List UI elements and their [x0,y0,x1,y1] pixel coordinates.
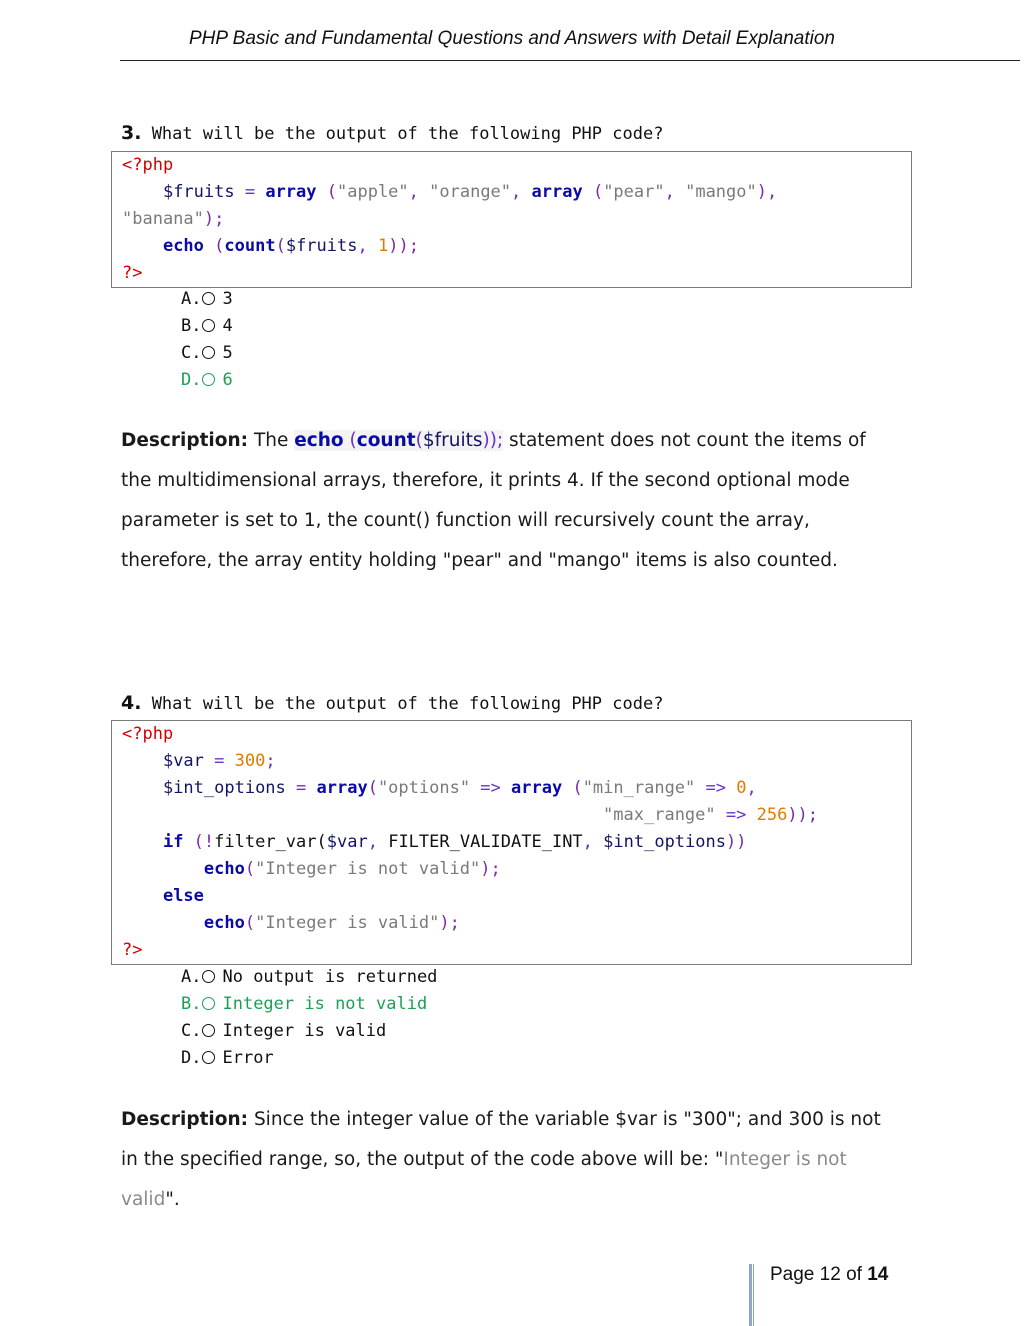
radio-icon[interactable] [202,997,215,1010]
code-line: echo("Integer is not valid"); [203,859,501,879]
footer-accent-bar [753,1264,754,1326]
inline-output: Integer is not valid [121,1149,847,1210]
inline-code: echo (count($fruits)); [294,430,504,451]
question-number: 4. [121,692,142,714]
code-line: if (!filter_var($var, FILTER_VALIDATE_INT, $int_options)) [162,832,747,852]
radio-icon[interactable] [202,292,215,305]
description-label: Description: [121,1109,249,1130]
option-b[interactable]: B. 4 [181,316,233,336]
radio-icon[interactable] [202,319,215,332]
code-line: else [162,886,204,906]
option-a[interactable]: A. 3 [181,289,233,309]
description-q3: Description: The echo (count($fruits)); statement does not count the items of the multidimensional arrays, therefore, it prints 4. If the second optional mode parameter is set to 1, the count() function will recursively count the array, therefore, the array entity holding "pear" and "mango" items is also counted. [121,430,866,571]
page-header-title: PHP Basic and Fundamental Questions and Answers with Detail Explanation [189,28,835,49]
radio-icon[interactable] [202,1024,215,1037]
php-open-tag: <?php [122,724,174,744]
radio-icon[interactable] [202,1051,215,1064]
option-c[interactable]: C. Integer is valid [181,1021,387,1041]
question-4-title [121,692,663,714]
footer-accent-bar [749,1264,752,1326]
option-c[interactable]: C. 5 [181,343,233,363]
code-line: echo("Integer is valid"); [203,913,460,933]
option-b-correct[interactable]: B. Integer is not valid [181,994,428,1014]
description-label: Description: [121,430,249,451]
code-line: $var = 300; [162,751,276,771]
radio-icon[interactable] [202,373,215,386]
code-line: echo (count($fruits, 1)); [162,236,419,256]
radio-icon[interactable] [202,970,215,983]
php-close-tag: ?> [122,940,143,960]
php-open-tag: <?php [122,155,174,175]
description-q4: Description: Since the integer value of the variable $var is "300"; and 300 is not in the specified range, so, the output of the code above will be: "Integer is not valid". [121,1109,881,1210]
radio-icon[interactable] [202,346,215,359]
option-d[interactable]: D. Error [181,1048,274,1068]
code-block-q4 [111,720,912,965]
question-text: What will be the output of the following PHP code? [141,694,664,714]
question-text: What will be the output of the following PHP code? [141,124,664,144]
question-number: 3. [121,122,142,144]
php-close-tag: ?> [122,263,143,283]
header-divider [120,60,1020,61]
page-number: Page 12 of 14 [770,1264,889,1285]
code-line: $int_options = array("options" => array ("min_range" => 0, [162,778,757,798]
option-d-correct[interactable]: D. 6 [181,370,233,390]
option-a[interactable]: A. No output is returned [181,967,438,987]
question-3-title [121,122,663,144]
code-line: "banana"); [122,209,225,229]
code-line: $fruits = array ("apple", "orange", array ("pear", "mango"), [162,182,778,202]
code-block-q3 [111,151,912,288]
code-line: "max_range" => 256)); [603,805,819,825]
